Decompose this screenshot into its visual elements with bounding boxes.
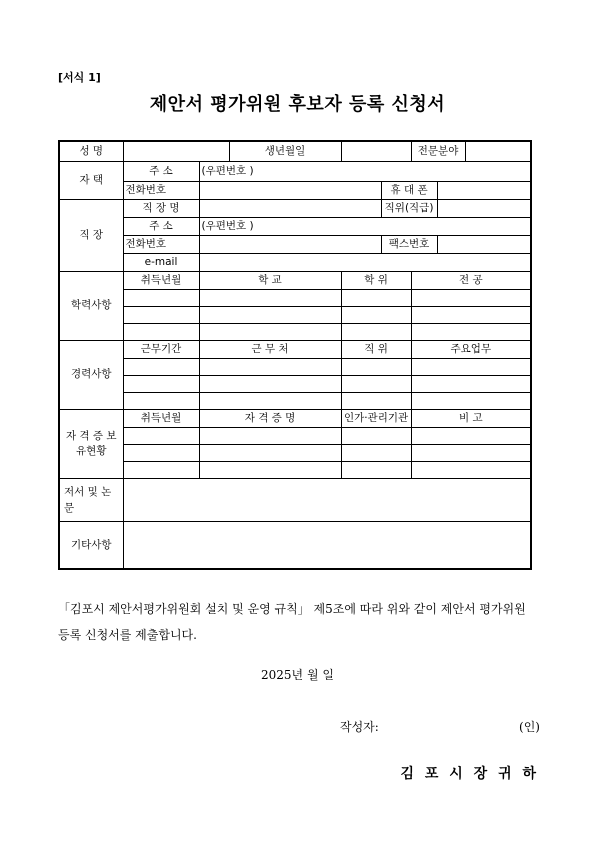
fax-label: 팩스번호	[381, 235, 437, 253]
education-cell[interactable]	[199, 289, 341, 306]
home-phone-label: 전화번호	[123, 181, 199, 199]
application-form-table	[58, 140, 532, 570]
career-header: 근 무 처	[199, 340, 341, 358]
education-section-label: 학력사항	[59, 271, 123, 340]
education-cell[interactable]	[341, 289, 411, 306]
career-cell[interactable]	[123, 358, 199, 375]
work-address-field[interactable]: (우편번호 )	[199, 217, 531, 235]
name-label: 성 명	[59, 141, 123, 161]
publications-label: 저서 및 논 문	[59, 478, 123, 521]
mobile-label: 휴 대 폰	[381, 181, 437, 199]
license-cell[interactable]	[411, 461, 531, 478]
career-cell[interactable]	[199, 375, 341, 392]
position-label: 직위(직급)	[381, 199, 437, 217]
career-cell[interactable]	[123, 392, 199, 409]
addressee: 김 포 시 장 귀 하	[400, 766, 539, 782]
license-cell[interactable]	[123, 427, 199, 444]
career-cell[interactable]	[341, 375, 411, 392]
home-address-field[interactable]: (우편번호 )	[199, 161, 531, 181]
workplace-field[interactable]	[199, 199, 381, 217]
education-header: 취득년월	[123, 271, 199, 289]
license-cell[interactable]	[411, 427, 531, 444]
work-address-label: 주 소	[123, 217, 199, 235]
home-phone-field[interactable]	[199, 181, 381, 199]
education-header: 전 공	[411, 271, 531, 289]
career-cell[interactable]	[411, 392, 531, 409]
career-header: 근무기간	[123, 340, 199, 358]
home-section-label: 자 택	[59, 161, 123, 199]
career-cell[interactable]	[199, 358, 341, 375]
birth-label: 생년월일	[229, 141, 341, 161]
education-cell[interactable]	[411, 289, 531, 306]
work-phone-label: 전화번호	[123, 235, 199, 253]
date-line: 2025년 월 일	[261, 668, 334, 682]
license-header: 취득년월	[123, 409, 199, 427]
license-cell[interactable]	[411, 444, 531, 461]
career-header: 직 위	[341, 340, 411, 358]
license-header: 자 격 증 명	[199, 409, 341, 427]
other-field[interactable]	[123, 521, 531, 569]
license-cell[interactable]	[199, 444, 341, 461]
mobile-field[interactable]	[437, 181, 531, 199]
statement: 「김포시 제안서평가위원회 설치 및 운영 규칙」 제5조에 따라 위와 같이 제안서 평가위원 등록 신청서를 제출합니다.	[58, 602, 526, 642]
career-cell[interactable]	[411, 375, 531, 392]
education-cell[interactable]	[123, 289, 199, 306]
career-header: 주요업무	[411, 340, 531, 358]
education-header: 학 교	[199, 271, 341, 289]
license-cell[interactable]	[199, 427, 341, 444]
field-label: 전문분야	[411, 141, 465, 161]
home-address-label: 주 소	[123, 161, 199, 181]
work-phone-field[interactable]	[199, 235, 381, 253]
license-header: 비 고	[411, 409, 531, 427]
license-cell[interactable]	[199, 461, 341, 478]
writer-label: 작성자:	[340, 720, 379, 734]
education-header: 학 위	[341, 271, 411, 289]
publications-field[interactable]	[123, 478, 531, 521]
education-cell[interactable]	[411, 306, 531, 323]
career-cell[interactable]	[341, 392, 411, 409]
workplace-label: 직 장 명	[123, 199, 199, 217]
education-cell[interactable]	[123, 323, 199, 340]
name-field[interactable]	[123, 141, 229, 161]
license-cell[interactable]	[123, 461, 199, 478]
email-field[interactable]	[199, 253, 531, 271]
form-code: [서식 1]	[58, 71, 101, 84]
license-cell[interactable]	[341, 461, 411, 478]
position-field[interactable]	[437, 199, 531, 217]
education-cell[interactable]	[199, 306, 341, 323]
writer-line	[340, 718, 540, 735]
education-cell[interactable]	[199, 323, 341, 340]
education-cell[interactable]	[341, 323, 411, 340]
career-cell[interactable]	[341, 358, 411, 375]
email-label: e-mail	[123, 253, 199, 271]
license-cell[interactable]	[341, 444, 411, 461]
education-cell[interactable]	[341, 306, 411, 323]
page-title: 제안서 평가위원 후보자 등록 신청서	[149, 94, 446, 115]
work-section-label: 직 장	[59, 199, 123, 271]
education-cell[interactable]	[123, 306, 199, 323]
fax-field[interactable]	[437, 235, 531, 253]
seal-label: (인)	[519, 720, 540, 734]
license-cell[interactable]	[341, 427, 411, 444]
license-cell[interactable]	[123, 444, 199, 461]
other-label: 기타사항	[59, 521, 123, 569]
career-cell[interactable]	[123, 375, 199, 392]
field-field[interactable]	[465, 141, 531, 161]
career-cell[interactable]	[411, 358, 531, 375]
career-section-label: 경력사항	[59, 340, 123, 409]
education-cell[interactable]	[411, 323, 531, 340]
license-section-label: 자 격 증 보유현황	[59, 409, 123, 478]
birth-field[interactable]	[341, 141, 411, 161]
career-cell[interactable]	[199, 392, 341, 409]
license-header: 인가·관리기관	[341, 409, 411, 427]
